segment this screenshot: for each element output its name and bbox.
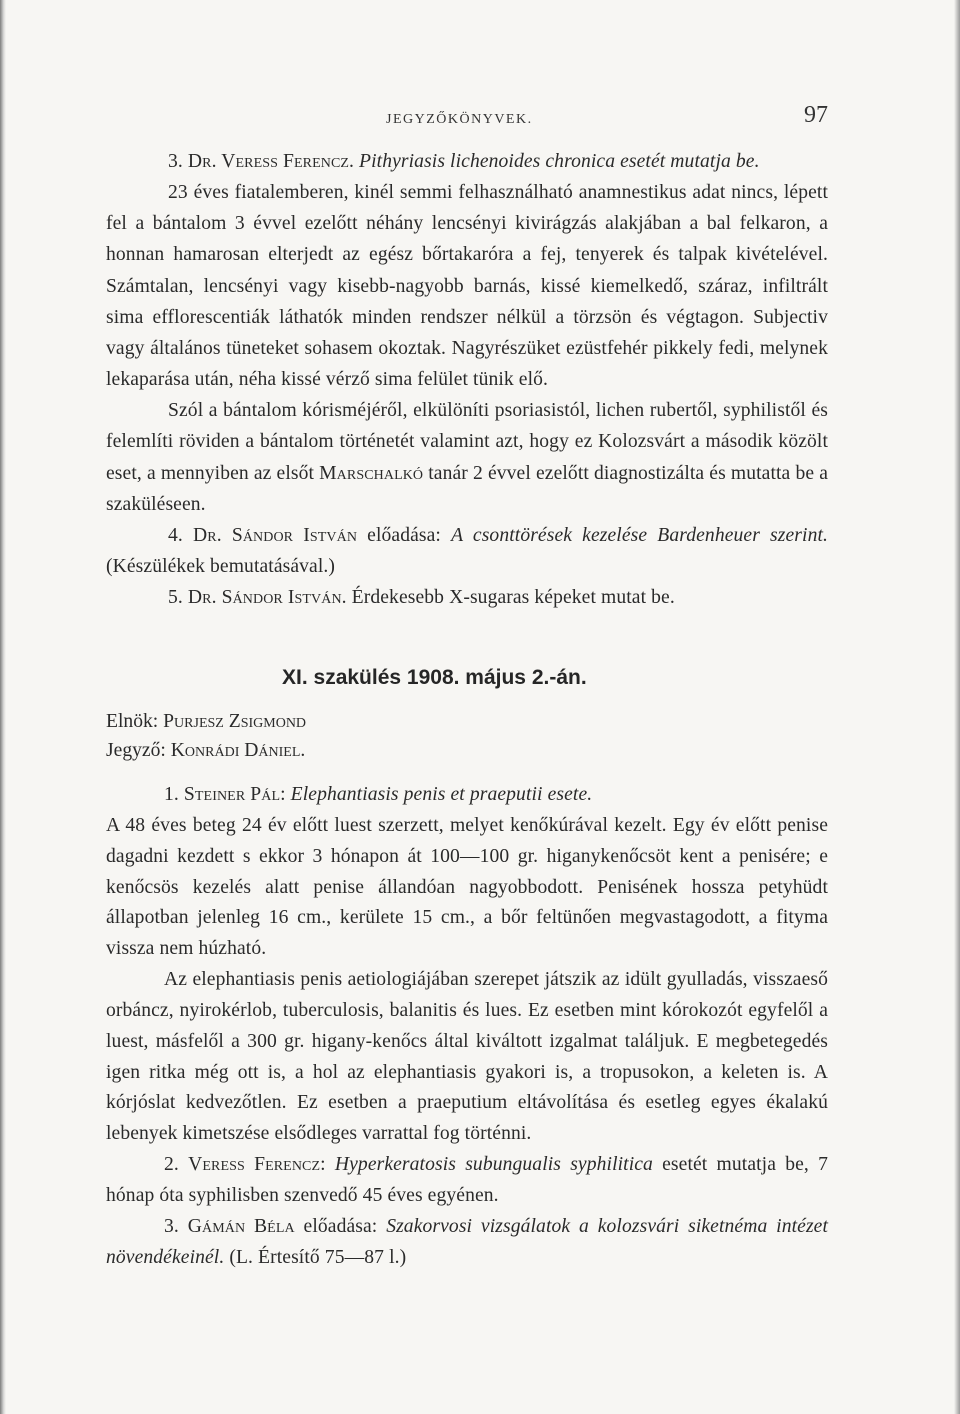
page-edge-left (0, 0, 6, 1414)
item-3-discussion-end: tanár 2 évvel ezelőtt diagnostizálta és mutatta be a szaküléseen. (106, 462, 829, 515)
session-item-2-number: 2. (164, 1154, 179, 1176)
session-item-3-title: Szakorvosi vizsgálatok a kolozsvári siketnéma intézet növendékeinél. (106, 1215, 829, 1268)
session-item-1-author: Steiner Pál: (183, 784, 286, 805)
item-3-heading (106, 146, 828, 177)
item-5-author: Dr. Sándor István. (187, 587, 347, 609)
item-4-author: Dr. Sándor István (193, 524, 358, 546)
session-item-3-paragraph (106, 1212, 828, 1274)
secretary-name: Konrádi Dániel. (170, 740, 306, 761)
session-heading: XI. szakülés 1908. május 2.-án. (282, 666, 587, 689)
item-4-paragraph (106, 520, 828, 582)
item-3-discussion-text: Szól a bántalom kórisméjéről, elkülöníti psoriasistól, lichen rubertől, syphilistől és felemlíti röviden a bántalom történetét valamint azt, hogy ez Kolozsvárt a második közölt eset, a mennyiben az elsőt (106, 400, 828, 484)
session-item-2-title: Hyperkeratosis subungualis syphilitica (334, 1154, 653, 1176)
page-edge-right (954, 0, 960, 1414)
section-before-session (106, 146, 828, 613)
session-item-1-number: 1. (164, 784, 179, 805)
session-item-3-verb: előadása: (303, 1215, 378, 1237)
item-5-paragraph (106, 582, 828, 613)
item-3-number: 3. (168, 151, 183, 172)
item-5-text: Érdekesebb X-sugaras képeket mutat be. (351, 587, 675, 609)
chair-name: Purjesz Zsigmond (163, 711, 307, 732)
session-officers (106, 707, 828, 765)
session-item-3-reference: (L. Értesítő 75—87 l.) (229, 1246, 407, 1268)
item-3-discussion-paragraph (106, 395, 828, 520)
item-4-note: (Készülékek bemutatásával.) (106, 556, 336, 578)
running-head: JEGYZŐKÖNYVEK. (386, 112, 533, 127)
secretary-label: Jegyző: (106, 740, 166, 761)
chair-label: Elnök: (106, 711, 159, 732)
session-item-3-number: 3. (164, 1215, 179, 1237)
session-item-2-author: Veress Ferencz: (188, 1154, 326, 1176)
session-item-1-heading (106, 780, 828, 811)
session-item-1-title: Elephantiasis penis et praeputii esete. (290, 784, 593, 805)
item-5-number: 5. (168, 587, 183, 609)
item-3-author: Dr. Veress Ferencz. (187, 151, 355, 172)
chair-line (106, 707, 828, 736)
secretary-line (106, 736, 828, 765)
session-item-3-author: Gámán Béla (187, 1215, 295, 1237)
session-item-2-paragraph (106, 1150, 828, 1212)
session-item-2-text: esetét mutatja be, 7 hónap óta syphilisben szenvedő 45 éves egyénen. (106, 1154, 828, 1206)
item-4-title: A csonttörések kezelése Bardenheuer szerint. (451, 524, 829, 546)
page-header (106, 100, 828, 140)
item-4-verb: előadása: (367, 524, 441, 546)
item-4-number: 4. (168, 524, 183, 546)
section-session-items (106, 780, 828, 1274)
item-3-discussion-name: Marschalkó (319, 462, 424, 484)
page-number: 97 (804, 102, 828, 128)
item-3-case-paragraph: 23 éves fiatalemberen, kinél semmi felhasználható anamnestikus adat nincs, lépett fel a bántalom 3 évvel ezelőtt néhány lencsényi kivirágzás alakjában a bal felkaron, a honnan hamarosan elterjedt az egész bőrtakaróra a fej, tenyerek és talpak kivételével. Számtalan, lencsényi vagy kisebb-nagyobb barnás, kissé kiemelkedő, száraz, infiltrált sima efflorescentiák láthatók minden rendszer nélkül a törzsön és végtagon. Subjectiv vagy általános tüneteket sohasem okoztak. Nagyrészüket ezüstfehér pikkely fedi, melynek lekaparása után, néha kissé vérző sima felület tünik elő. (106, 182, 828, 391)
session-item-1-discussion-paragraph: Az elephantiasis penis aetiologiájában szerepet játszik az idült gyulladás, visszaeső orbáncz, nyirokérlob, tuberculosis, balanitis és lues. Ez esetben mint kórokozót egyfelől a luest, másfelől a 300 gr. higany-kenőcs által kiváltott izgalmat találjuk. E megbetegedés igen ritka még ott is, a hol az elephantiasis gyakori is, a tropusokon, a keleten is. A kórjóslat kedvezőtlen. Ez esetben a praeputium eltávolítása és esetleg egyes ékalakú lebenyek kimetszése elsődleges varrattal fog történni. (106, 969, 828, 1145)
session-item-1-case-paragraph: A 48 éves beteg 24 év előtt luest szerzett, melyet kenőkúrával kezelt. Egy év előtt penise dagadni kezdett s ekkor 3 hónapon át 100—100 gr. higanykenőcsöt kent a penisére; e kenőcsös kezelés alatt penise állandóan nagyobbodott. Penisének hossza petyhüdt állapotban jelenleg 16 cm., kerülete 15 cm., a bőr feltünően megvastagodott, a fityma vissza nem húzható. (106, 814, 828, 960)
item-3-title: Pithyriasis lichenoides chronica esetét mutatja be. (359, 151, 760, 172)
